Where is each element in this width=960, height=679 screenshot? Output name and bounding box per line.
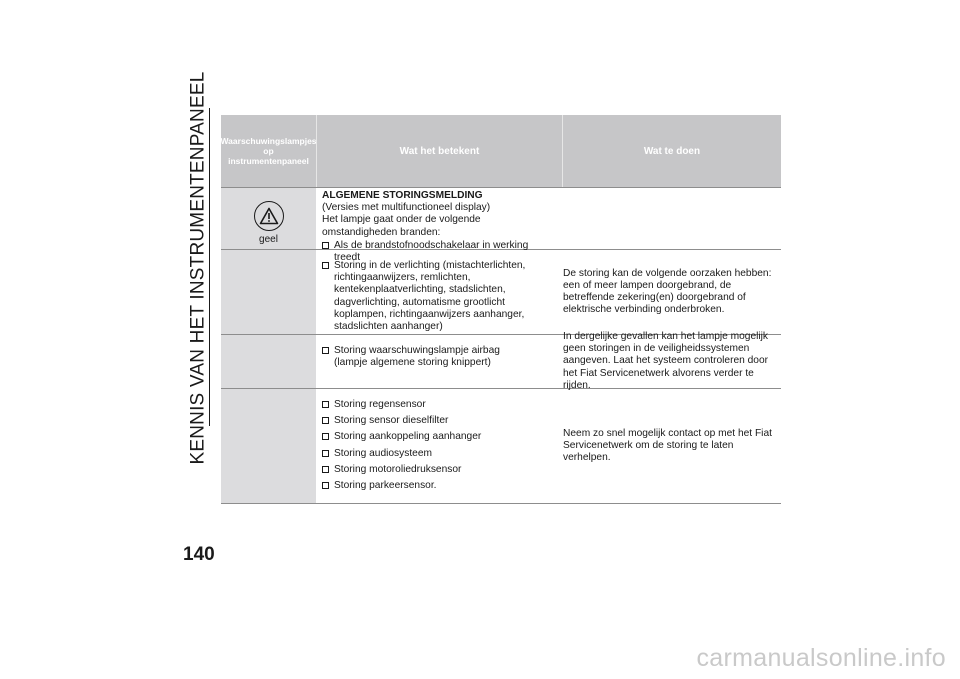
section-divider — [209, 108, 210, 426]
header-meaning: Wat het betekent — [316, 115, 562, 187]
action-cell: De storing kan de volgende oorzaken hebben: een of meer lampen doorgebrand, de betreffende zekering(en) doorgebrand of elektrische verbinding onderbroken. — [563, 267, 772, 316]
checkbox-bullet-icon — [322, 242, 329, 249]
row-heading: ALGEMENE STORINGSMELDING — [322, 190, 483, 201]
warning-light-cell — [221, 188, 316, 249]
action-cell — [562, 188, 781, 249]
meaning-cell: ALGEMENE STORINGSMELDING (Versies met multifunctioneel display) Het lampje gaat onder de volgende omstandigheden branden: Als de brandstofnoodschakelaar in werking treedt — [316, 188, 562, 249]
table-header — [221, 115, 781, 187]
checkbox-bullet-icon — [322, 262, 329, 269]
meaning-cell — [316, 389, 562, 503]
table-row — [221, 187, 781, 264]
table-row — [221, 249, 781, 334]
watermark: carmanualsonline.info — [696, 644, 946, 672]
list-item: Storing waarschuwingslampje airbag (lampje algemene storing knippert) — [322, 345, 562, 369]
icon-color-label: geel — [259, 234, 278, 245]
action-cell: Neem zo snel mogelijk contact op met het Fiat Servicenetwerk om de storing te laten verhelpen. — [563, 427, 772, 464]
warning-triangle-icon — [254, 201, 284, 231]
list-item: Storing sensor dieselfilter — [322, 415, 562, 427]
list-item: Als de brandstofnoodschakelaar in werking treedt — [322, 240, 562, 264]
warning-lights-table — [221, 115, 781, 504]
list-item: Storing aankoppeling aanhanger — [322, 431, 562, 443]
version-note: (Versies met multifunctioneel display) — [322, 202, 491, 214]
checkbox-bullet-icon — [322, 347, 329, 354]
warning-light-cell — [221, 389, 316, 503]
table-row — [221, 331, 781, 391]
action-cell: In dergelijke gevallen kan het lampje mogelijk geen storingen in de veiligheidssystemen aangeven. Laat het systeem controleren door het Fiat Servicenetwerk alvorens verder te rijden. — [563, 331, 769, 391]
section-title: KENNIS VAN HET INSTRUMENTENPANEEL — [187, 71, 209, 465]
checkbox-bullet-icon — [322, 433, 329, 440]
table-row — [221, 388, 781, 504]
checkbox-bullet-icon — [322, 417, 329, 424]
list-item: Storing in de verlichting (mistachterlichten, richtingaanwijzers, remlichten, kentekenplaatverlichting, stadslichten, dagverlichting, automatisme grootlicht koplampen, richtingaanwijzers aanhanger, stadslichten aanhanger) — [322, 260, 562, 333]
checkbox-bullet-icon — [322, 482, 329, 489]
warning-light-cell — [221, 250, 316, 334]
list-item: Storing motoroliedruksensor — [322, 464, 562, 476]
list-item: Storing parkeersensor. — [322, 480, 562, 492]
header-warning-lights: Waarschuwingslampjes op instrumentenpaneel — [220, 136, 317, 166]
checkbox-bullet-icon — [322, 401, 329, 408]
warning-light-cell — [221, 335, 316, 388]
list-item: Storing regensensor — [322, 399, 562, 411]
page-number: 140 — [183, 544, 215, 565]
list-item: Storing audiosysteem — [322, 448, 562, 460]
checkbox-bullet-icon — [322, 450, 329, 457]
header-action: Wat te doen — [562, 115, 781, 187]
checkbox-bullet-icon — [322, 466, 329, 473]
meaning-cell — [316, 335, 562, 388]
meaning-cell — [316, 250, 562, 334]
